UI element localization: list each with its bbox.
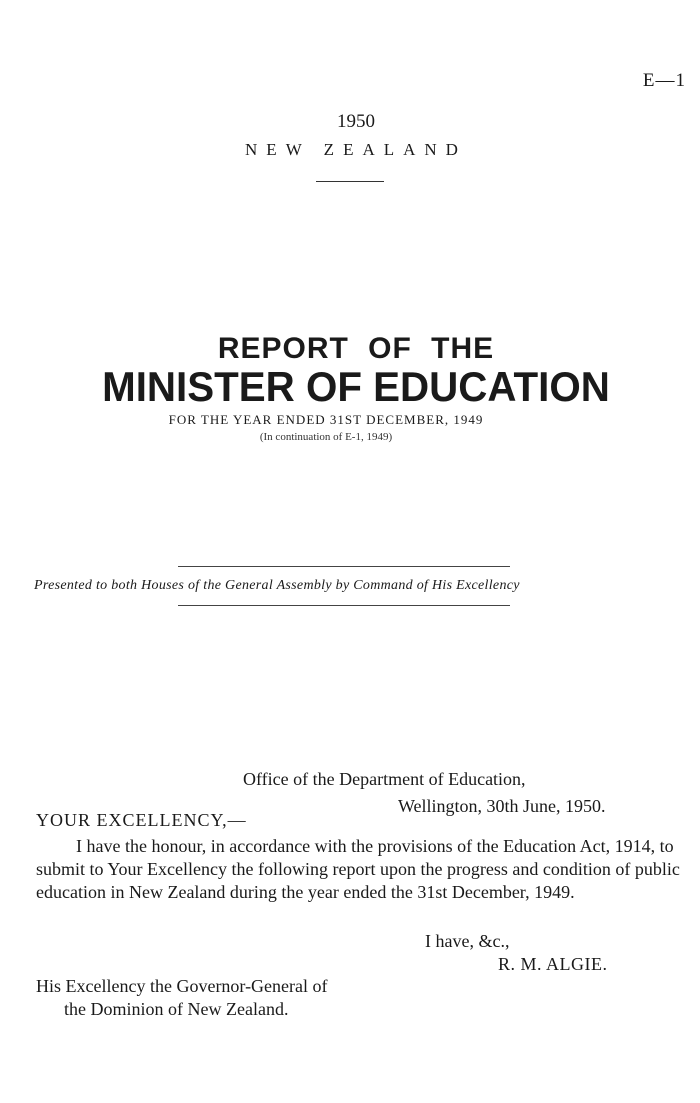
- divider-presented-bottom: [178, 605, 510, 606]
- divider-top: [316, 181, 384, 182]
- publication-year: 1950: [337, 111, 375, 132]
- salutation: YOUR EXCELLENCY,—: [36, 810, 247, 830]
- addressee: [36, 975, 328, 1021]
- place-date: Wellington, 30th June, 1950.: [398, 796, 606, 816]
- addressee-line-1: His Excellency the Governor-General of: [36, 976, 328, 996]
- continuation-note: (In continuation of E-1, 1949): [259, 431, 393, 443]
- signature: R. M. ALGIE.: [498, 954, 608, 974]
- document-code: E—1: [642, 70, 686, 91]
- country-heading: NEW ZEALAND: [245, 140, 467, 159]
- report-title: REPORT OF THE: [217, 332, 495, 365]
- report-period: FOR THE YEAR ENDED 31ST DECEMBER, 1949: [168, 412, 484, 427]
- presented-statement: Presented to both Houses of the General Assembly by Command of His Excellency: [34, 578, 520, 593]
- closing: I have, &c.,: [425, 931, 510, 951]
- addressee-line-2: the Dominion of New Zealand.: [64, 999, 289, 1019]
- minister-title: MINISTER OF EDUCATION: [102, 363, 610, 410]
- office-line: Office of the Department of Education,: [243, 769, 526, 789]
- letter-body-text: I have the honour, in accordance with the provisions of the Education Act, 1914, to submit to Your Excellency the following report upon the progress and condition of public education in New Zealand during the year ended the 31st December, 1949.: [36, 836, 680, 902]
- letter-body: [36, 835, 688, 904]
- divider-presented-top: [178, 566, 510, 567]
